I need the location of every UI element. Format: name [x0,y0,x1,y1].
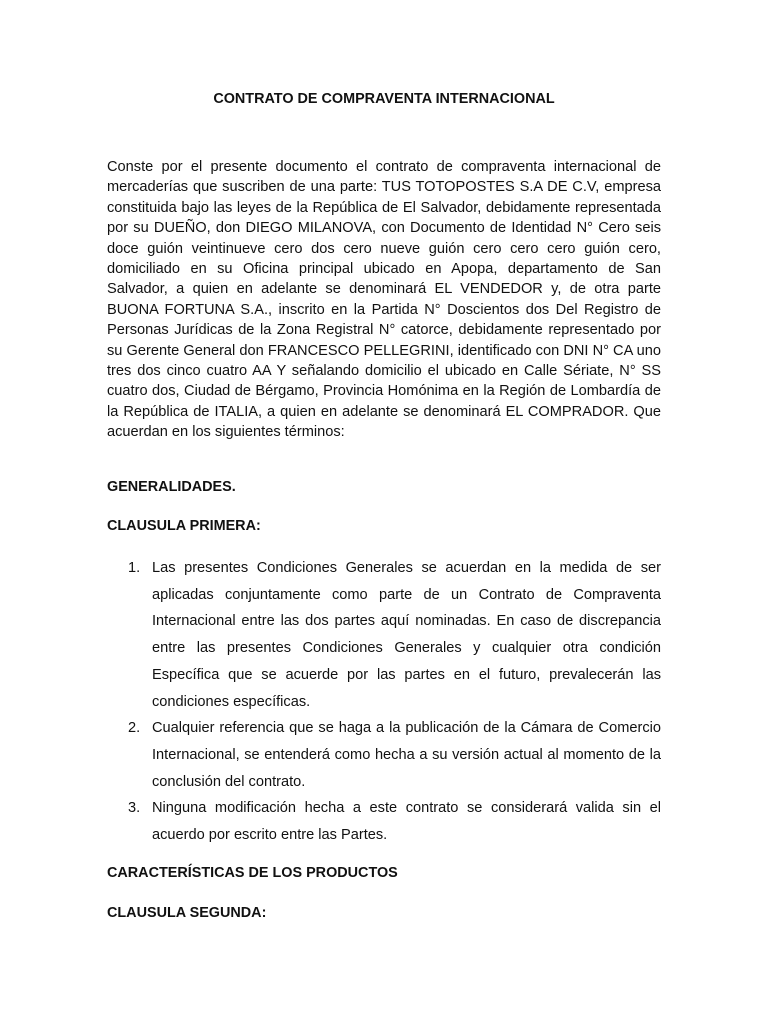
clause-heading-primera: CLAUSULA PRIMERA: [107,518,261,534]
list-item-number: 3. [128,800,141,817]
clause-heading-segunda: CLAUSULA SEGUNDA: [107,905,267,921]
clause-list [107,555,661,849]
list-item-text: Cualquier referencia que se haga a la publicación de la Cámara de Comercio Internacional, se entenderá como hecha a su versión actual al momento de la conclusión del contrato. [152,720,661,790]
intro-paragraph: Conste por el presente documento el contrato de compraventa internacional de mercaderías que suscriben de una parte: TUS TOTOPOSTES S.A DE C.V, empresa constituida bajo las leyes de la República de El Salvador, debidamente representada por su DUEÑO, don DIEGO MILANOVA, con Documento de Identidad N° Cero seis doce guión veintinueve cero dos cero nueve guión cero cero cero guión cero, domiciliado en su Oficina principal ubicado en Apopa, departamento de San Salvador, a quien en adelante se denominará EL VENDEDOR y, de otra parte BUONA FORTUNA S.A., inscrito en la Partida N° Doscientos dos Del Registro de Personas Jurídicas de la Zona Registral N° catorce, debidamente representado por su Gerente General don FRANCESCO PELLEGRINI, identificado con DNI N° CA uno tres dos cinco cuatro AA Y señalando domicilio el ubicado en Calle Sériate, N° SS cuatro dos, Ciudad de Bérgamo, Provincia Homónima en la Región de Lombardía de la República de ITALIA, a quien en adelante se denominará EL COMPRADOR. Que acuerdan en los siguientes términos: [107,159,661,441]
section-heading-generalidades: GENERALIDADES. [107,479,236,495]
list-item-number: 1. [128,560,141,576]
list-item-text: Ninguna modificación hecha a este contrato se considerará valida sin el acuerdo por escrito entre las Partes. [152,800,661,844]
section-heading-caracteristicas: CARACTERÍSTICAS DE LOS PRODUCTOS [107,865,398,881]
document-title: CONTRATO DE COMPRAVENTA INTERNACIONAL [213,91,555,107]
list-item-number: 2. [128,720,141,737]
list-item-text: Las presentes Condiciones Generales se acuerdan en la medida de ser aplicadas conjuntamente como parte de un Contrato de Compraventa Internacional entre las dos partes aquí nominadas. En caso de discrepancia entre las presentes Condiciones Generales y cualquier otra condición Específica que se acuerde por las partes en el futuro, prevalecerán las condiciones específicas. [152,560,661,710]
list-item [107,795,661,848]
list-item [107,555,661,715]
list-item [107,715,661,795]
